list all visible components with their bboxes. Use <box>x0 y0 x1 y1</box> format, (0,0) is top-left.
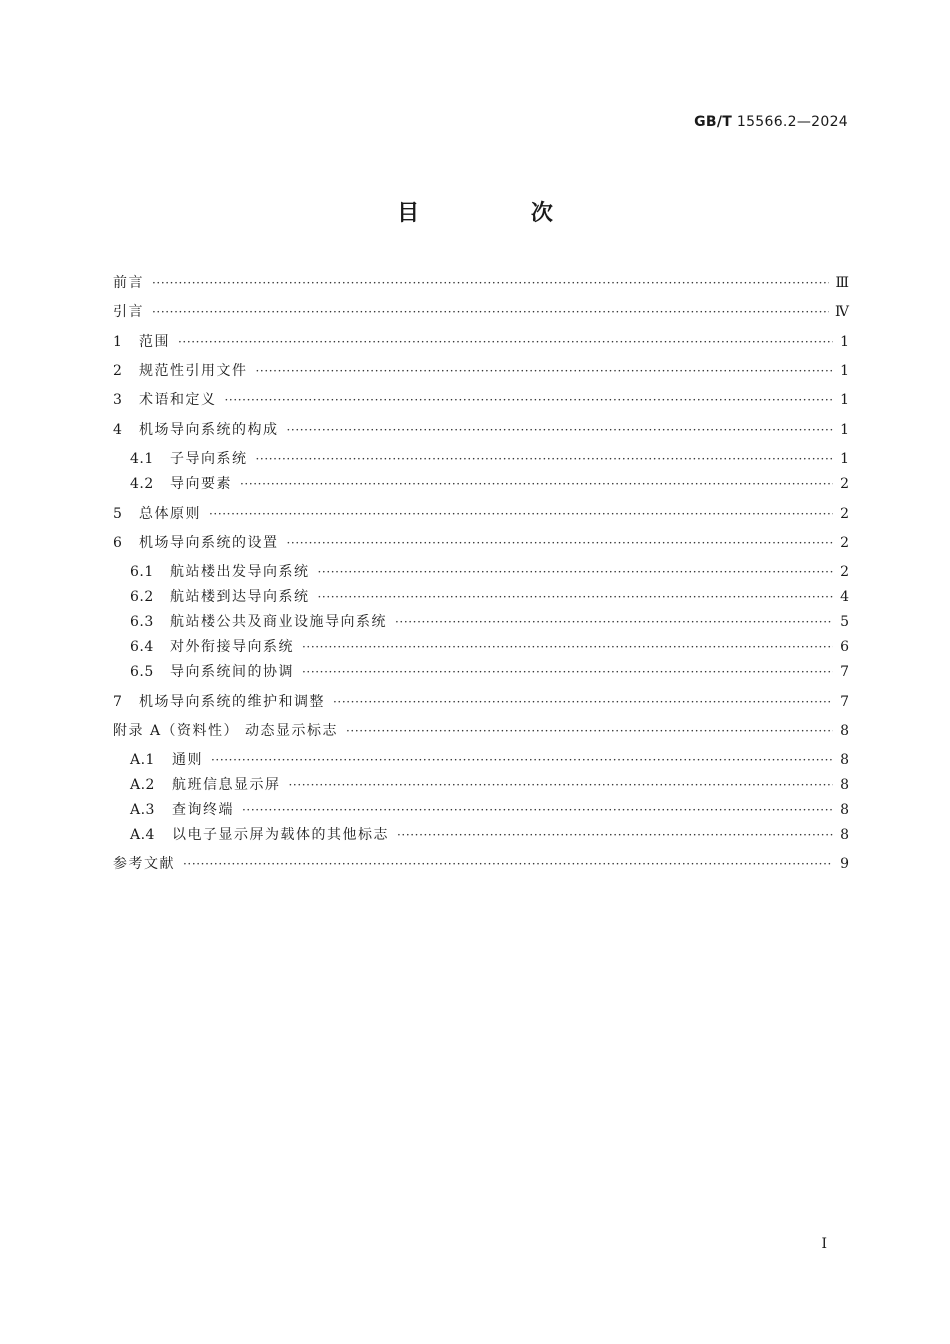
toc-entry[interactable] <box>113 302 849 322</box>
toc-entry[interactable] <box>113 390 849 410</box>
toc-entry-label: 查询终端 <box>172 802 234 818</box>
toc-entry-page: 8 <box>840 802 849 818</box>
toc-entry-label: 参考文献 <box>113 856 175 872</box>
toc-entry-page: 7 <box>840 694 849 710</box>
toc-entry[interactable] <box>130 825 849 845</box>
toc-entry-number: 7 <box>113 694 123 710</box>
toc-entry-page: 8 <box>840 777 849 793</box>
toc-leader-dots <box>333 692 833 712</box>
toc-entry-page: 1 <box>840 334 849 350</box>
toc-entry-label: 导向系统间的协调 <box>170 664 294 680</box>
toc-leader-dots <box>302 662 833 682</box>
toc-entry-number: 3 <box>113 392 123 408</box>
toc-entry-label: 以电子显示屏为载体的其他标志 <box>172 827 389 843</box>
toc-leader-dots <box>183 854 833 874</box>
toc-entry[interactable] <box>130 587 849 607</box>
toc-entry-page: 2 <box>840 535 849 551</box>
toc-entry-page: 5 <box>840 614 849 630</box>
toc-entry-page: 7 <box>840 664 849 680</box>
toc-entry-number: 4.2 <box>130 476 154 492</box>
toc-entry-label: 范围 <box>139 334 170 350</box>
toc-leader-dots <box>242 800 833 820</box>
toc-entry-number: A.1 <box>130 752 155 768</box>
toc-entry-label: 导向要素 <box>170 476 232 492</box>
toc-entry-number: 4 <box>113 422 123 438</box>
toc-leader-dots <box>240 474 833 494</box>
toc-entry-label: 航站楼出发导向系统 <box>170 564 310 580</box>
toc-entry-label: 航站楼到达导向系统 <box>170 589 310 605</box>
toc-entry-number: 2 <box>113 363 123 379</box>
toc-entry[interactable] <box>113 420 849 440</box>
toc-entry-label: 机场导向系统的维护和调整 <box>139 694 325 710</box>
toc-entry-number: 6.3 <box>130 614 154 630</box>
toc-entry-number: A.2 <box>130 777 155 793</box>
toc-entry-page: 2 <box>840 564 849 580</box>
page-number: Ⅰ <box>821 1236 827 1252</box>
standard-code: 15566.2—2024 <box>736 114 848 130</box>
toc-entry-page: 4 <box>840 589 849 605</box>
toc-entry-page: 8 <box>840 723 849 739</box>
standard-prefix: GB/T <box>694 114 733 130</box>
toc-entry-page: 1 <box>840 422 849 438</box>
toc-entry-label: 前言 <box>113 275 144 291</box>
toc-leader-dots <box>397 825 833 845</box>
toc-entry[interactable] <box>130 474 849 494</box>
toc-leader-dots <box>225 390 834 410</box>
toc-entry-number: 6.2 <box>130 589 154 605</box>
toc-entry-page: 8 <box>840 752 849 768</box>
toc-entry-label: 子导向系统 <box>170 451 248 467</box>
toc-entry-label: 引言 <box>113 304 144 320</box>
toc-entry[interactable] <box>130 800 849 820</box>
toc-entry[interactable] <box>113 332 849 352</box>
toc-entry-number: 6.1 <box>130 564 154 580</box>
toc-entry[interactable] <box>113 361 849 381</box>
toc-leader-dots <box>287 533 834 553</box>
toc-entry[interactable] <box>113 533 849 553</box>
toc-leader-dots <box>302 637 833 657</box>
toc-entry-number: 4.1 <box>130 451 154 467</box>
toc-entry[interactable] <box>130 562 849 582</box>
toc-entry-label: 附录 A（资料性） 动态显示标志 <box>113 723 339 739</box>
toc-entry[interactable] <box>113 692 849 712</box>
toc-entry-label: 术语和定义 <box>139 392 217 408</box>
toc-entry[interactable] <box>113 504 849 524</box>
toc-entry-label: 规范性引用文件 <box>139 363 248 379</box>
toc-entry-label: 航班信息显示屏 <box>172 777 281 793</box>
toc-leader-dots <box>152 302 829 322</box>
toc-leader-dots <box>346 721 833 741</box>
toc-entry-label: 机场导向系统的构成 <box>139 422 279 438</box>
toc-entry-label: 机场导向系统的设置 <box>139 535 279 551</box>
toc-entry-page: Ⅲ <box>835 275 849 291</box>
toc-entry-label: 总体原则 <box>139 506 201 522</box>
toc-leader-dots <box>209 504 833 524</box>
toc-entry-label: 通则 <box>172 752 203 768</box>
toc-entry-number: 6.5 <box>130 664 154 680</box>
toc-leader-dots <box>395 612 833 632</box>
toc-entry-page: 8 <box>840 827 849 843</box>
toc-leader-dots <box>256 449 834 469</box>
toc-entry-page: 1 <box>840 451 849 467</box>
toc-entry[interactable] <box>130 449 849 469</box>
toc-entry-page: 9 <box>840 856 849 872</box>
toc-leader-dots <box>318 562 834 582</box>
toc-entry-number: 1 <box>113 334 123 350</box>
toc-entry-page: 6 <box>840 639 849 655</box>
toc-leader-dots <box>287 420 834 440</box>
toc-entry[interactable] <box>130 662 849 682</box>
toc-entry[interactable] <box>113 273 849 293</box>
toc-entry-number: 6.4 <box>130 639 154 655</box>
toc-entry-page: 2 <box>840 476 849 492</box>
toc-leader-dots <box>289 775 834 795</box>
page-title: 目 次 <box>397 201 605 226</box>
toc-entry-number: 6 <box>113 535 123 551</box>
toc-leader-dots <box>211 750 833 770</box>
toc-entry[interactable] <box>130 637 849 657</box>
toc-leader-dots <box>152 273 829 293</box>
toc-entry[interactable] <box>113 721 849 741</box>
toc-entry[interactable] <box>113 854 849 874</box>
toc-entry-number: A.4 <box>130 827 155 843</box>
toc-entry[interactable] <box>130 775 849 795</box>
toc-entry-page: 1 <box>840 392 849 408</box>
toc-entry-number: 5 <box>113 506 123 522</box>
toc-entry-label: 对外衔接导向系统 <box>170 639 294 655</box>
toc-entry-number: A.3 <box>130 802 155 818</box>
toc-leader-dots <box>178 332 833 352</box>
toc-entry-page: 2 <box>840 506 849 522</box>
toc-leader-dots <box>256 361 834 381</box>
toc-entry[interactable] <box>130 612 849 632</box>
toc-entry-page: 1 <box>840 363 849 379</box>
toc-leader-dots <box>318 587 834 607</box>
table-of-contents <box>113 0 849 1344</box>
toc-entry-label: 航站楼公共及商业设施导向系统 <box>170 614 387 630</box>
toc-entry[interactable] <box>130 750 849 770</box>
toc-entry-page: Ⅳ <box>835 304 849 320</box>
